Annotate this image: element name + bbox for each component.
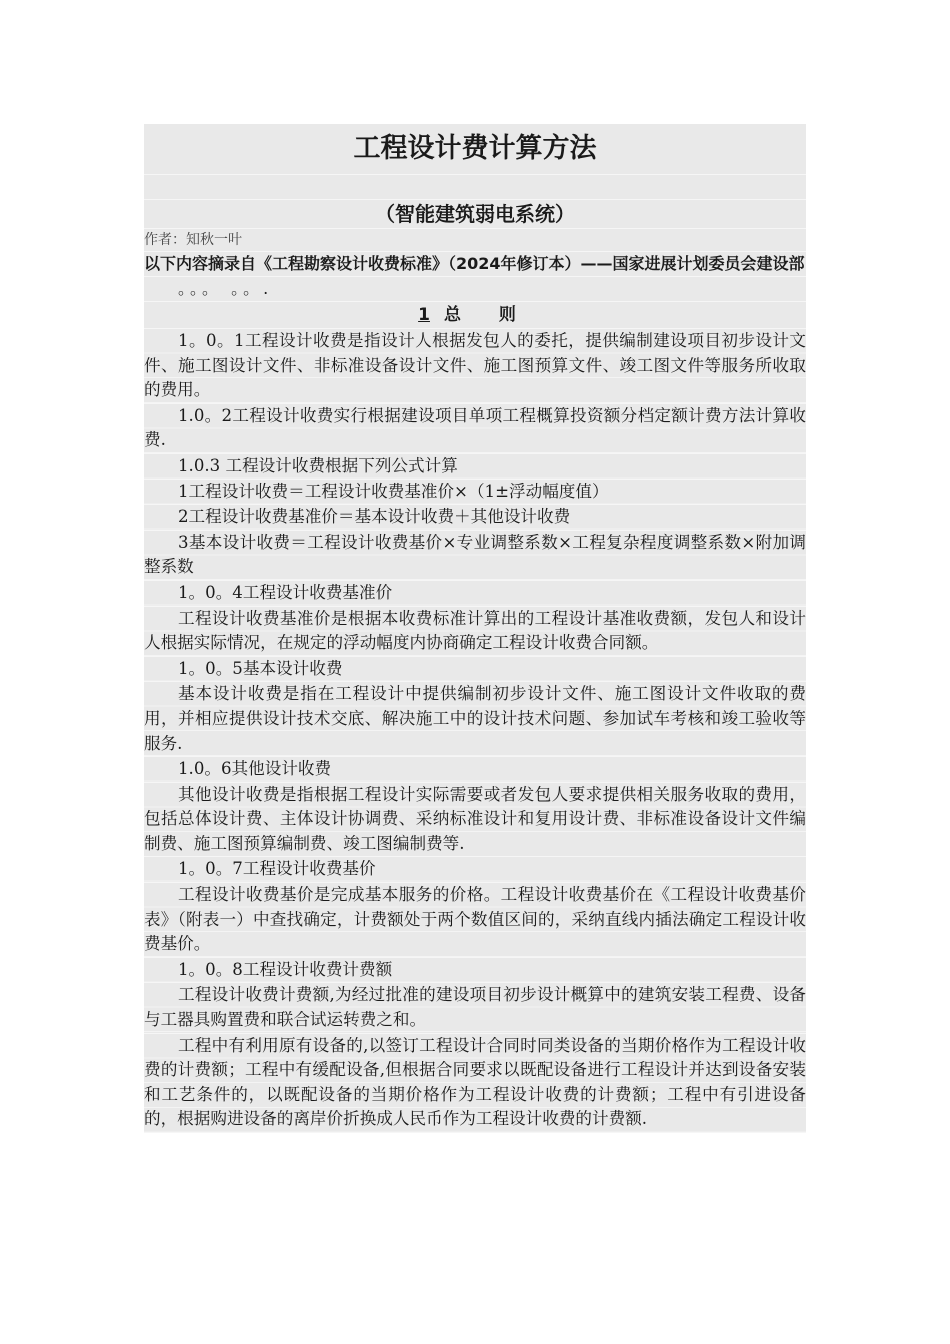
paragraph: 基本设计收费是指在工程设计中提供编制初步设计文件、施工图设计文件收取的费用，并相应提供设计技术交底、解决施工中的设计技术问题、参加试车考核和竣工验收等服务. [144, 682, 806, 757]
paragraph: 1。0。1工程设计收费是指设计人根据发包人的委托，提供编制建设项目初步设计文件、施工图设计文件、非标准设备设计文件、施工图预算文件、竣工图文件等服务所收取的费用。 [144, 329, 806, 404]
source-line: 以下内容摘录自《工程勘察设计收费标准》（2024年修订本）——国家进展计划委员会建设部 [144, 252, 806, 277]
paragraph: 工程设计收费计费额,为经过批准的建设项目初步设计概算中的建筑安装工程费、设备与工器具购置费和联合试运转费之和。 [144, 983, 806, 1033]
paragraph: 其他设计收费是指根据工程设计实际需要或者发包人要求提供相关服务收取的费用，包括总体设计费、主体设计协调费、采纳标准设计和复用设计费、非标准设备设计文件编制费、施工图预算编制费、竣工图编制费等. [144, 783, 806, 858]
paragraph: 1。0。8工程设计收费计费额 [144, 958, 806, 984]
paragraph: 1.0。2工程设计收费实行根据建设项目单项工程概算投资额分档定额计费方法计算收费. [144, 404, 806, 454]
paragraph: 1.0。6其他设计收费 [144, 757, 806, 783]
document-subtitle: （智能建筑弱电系统） [144, 200, 806, 229]
title-spacer [144, 175, 806, 200]
paragraph: 工程设计收费基价是完成基本服务的价格。工程设计收费基价在《工程设计收费基价表》（附表一）中查找确定，计费额处于两个数值区间的，采纳直线内插法确定工程设计收费基价。 [144, 883, 806, 958]
paragraph: 1。0。4工程设计收费基准价 [144, 581, 806, 607]
paragraph: 1。0。5基本设计收费 [144, 657, 806, 683]
paragraph: 1。0。7工程设计收费基价 [144, 857, 806, 883]
section-title: 总 则 [443, 305, 532, 325]
ellipsis-line: 。。。 。。. [144, 277, 806, 302]
section-number: 1 [418, 305, 430, 325]
paragraph: 3基本设计收费＝工程设计收费基价×专业调整系数×工程复杂程度调整系数×附加调整系数 [144, 531, 806, 581]
section-heading [144, 302, 806, 329]
paragraph: 工程中有利用原有设备的,以签订工程设计合同时同类设备的当期价格作为工程设计收费的计费额；工程中有缓配设备,但根据合同要求以既配设备进行工程设计并达到设备安装和工艺条件的，以既配设备的当期价格作为工程设计收费的计费额；工程中有引进设备的，根据购进设备的离岸价折换成人民币作为工程设计收费的计费额. [144, 1034, 806, 1133]
paragraph: 工程设计收费基准价是根据本收费标准计算出的工程设计基准收费额，发包人和设计人根据实际情况，在规定的浮动幅度内协商确定工程设计收费合同额。 [144, 607, 806, 657]
document-title: 工程设计费计算方法 [144, 124, 806, 175]
document-page [144, 124, 806, 1133]
author-line: 作者：知秋一叶 [144, 229, 806, 252]
paragraph: 1.0.3 工程设计收费根据下列公式计算 [144, 454, 806, 480]
paragraph: 1工程设计收费＝工程设计收费基准价×（1±浮动幅度值） [144, 480, 806, 506]
paragraph: 2工程设计收费基准价＝基本设计收费＋其他设计收费 [144, 505, 806, 531]
